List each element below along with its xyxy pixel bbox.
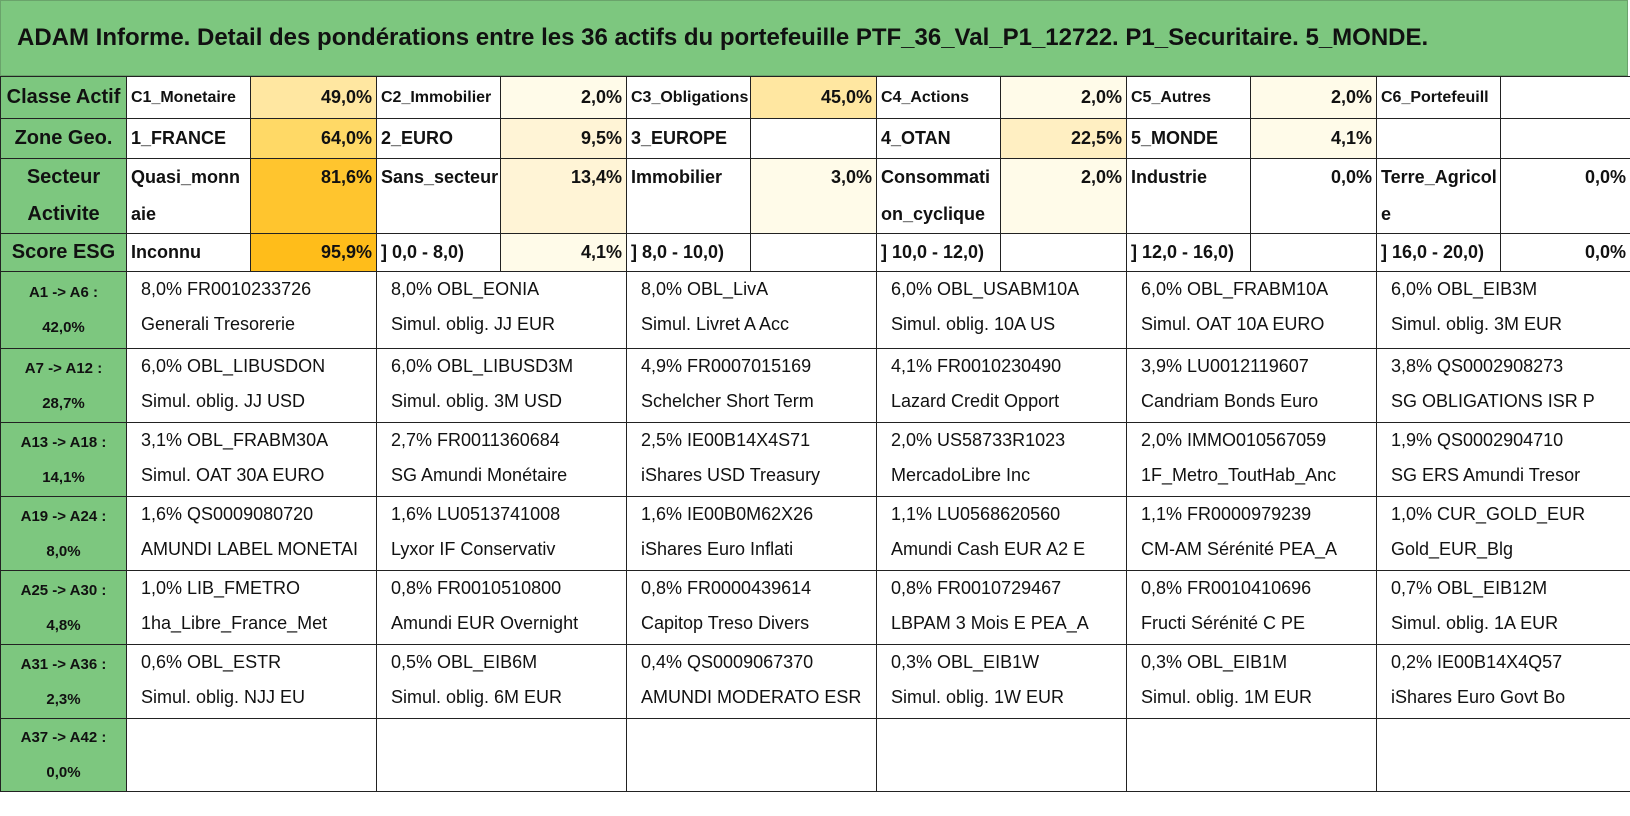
asset-row-header xyxy=(1,349,127,423)
asset-cell xyxy=(377,719,627,792)
secteur-row xyxy=(1,159,1630,234)
asset-label: 1F_Metro_ToutHab_Anc xyxy=(1141,465,1337,485)
row-label-classe-actif: Classe Actif xyxy=(1,77,127,119)
asset-weight-code: 6,0% OBL_EIB3M xyxy=(1391,279,1538,299)
asset-cell xyxy=(1377,272,1630,349)
asset-weight-code: 1,0% CUR_GOLD_EUR xyxy=(1391,504,1586,524)
asset-weight-code: 0,8% FR0000439614 xyxy=(641,578,812,598)
asset-weight-code: 2,0% IMMO010567059 xyxy=(1141,430,1327,450)
asset-label: MercadoLibre Inc xyxy=(891,465,1031,485)
class-name: C1_Monetaire xyxy=(127,77,251,119)
asset-label: iShares Euro Govt Bo xyxy=(1391,687,1566,707)
zone-name xyxy=(1377,119,1501,159)
zone-pct: 22,5% xyxy=(1001,119,1127,159)
asset-row xyxy=(1,272,1630,349)
esg-pct xyxy=(751,234,877,272)
class-pct: 2,0% xyxy=(1001,77,1127,119)
class-name: C5_Autres xyxy=(1127,77,1251,119)
sector-name-line2: aie xyxy=(131,204,157,224)
asset-cell xyxy=(127,719,377,792)
asset-range-total: 42,0% xyxy=(42,319,85,336)
asset-weight-code: 8,0% OBL_LivA xyxy=(641,279,769,299)
asset-cell xyxy=(627,645,877,719)
asset-weight-code: 1,9% QS0002904710 xyxy=(1391,430,1564,450)
asset-weight-code: 2,7% FR0011360684 xyxy=(391,430,560,450)
sector-name-line2: e xyxy=(1381,204,1392,224)
asset-weight-code: 6,0% OBL_LIBUSD3M xyxy=(391,356,574,376)
asset-cell xyxy=(377,272,627,349)
zone-pct xyxy=(751,119,877,159)
asset-label: Simul. oblig. JJ EUR xyxy=(391,314,556,334)
asset-weight-code: 0,5% OBL_EIB6M xyxy=(391,652,538,672)
asset-label: Simul. oblig. 1A EUR xyxy=(1391,613,1559,633)
zone-name: 2_EURO xyxy=(377,119,501,159)
asset-label: Simul. Livret A Acc xyxy=(641,314,790,334)
asset-label: Candriam Bonds Euro xyxy=(1141,391,1319,411)
asset-cell xyxy=(1377,571,1630,645)
asset-row-header xyxy=(1,571,127,645)
sector-name xyxy=(627,159,751,234)
zone-pct xyxy=(1501,119,1630,159)
asset-weight-code: 0,3% OBL_EIB1M xyxy=(1141,652,1288,672)
sector-name xyxy=(877,159,1001,234)
asset-cell xyxy=(377,349,627,423)
asset-row-header xyxy=(1,645,127,719)
asset-range-total: 14,1% xyxy=(42,468,85,486)
asset-label: iShares USD Treasury xyxy=(641,465,821,485)
asset-range: A37 -> A42 : xyxy=(20,729,107,746)
asset-cell xyxy=(127,349,377,423)
asset-weight-code: 0,8% FR0010410696 xyxy=(1141,578,1312,598)
sector-name-line1: Consommati xyxy=(881,167,991,187)
asset-weight-code: 0,8% FR0010510800 xyxy=(391,578,562,598)
asset-label: Simul. oblig. 6M EUR xyxy=(391,687,563,707)
class-pct: 2,0% xyxy=(1251,77,1377,119)
asset-cell xyxy=(627,719,877,792)
asset-cell xyxy=(877,272,1127,349)
asset-label: Simul. oblig. JJ USD xyxy=(141,391,306,411)
asset-cell xyxy=(877,719,1127,792)
sector-name xyxy=(1377,159,1501,234)
asset-weight-code: 0,4% QS0009067370 xyxy=(641,652,814,672)
zone-pct: 9,5% xyxy=(501,119,627,159)
sector-name-line2: on_cyclique xyxy=(881,204,986,224)
asset-row xyxy=(1,349,1630,423)
asset-label: Generali Tresorerie xyxy=(141,314,296,334)
asset-label: Simul. oblig. 3M USD xyxy=(391,391,563,411)
zone-name: 4_OTAN xyxy=(877,119,1001,159)
asset-cell xyxy=(1377,423,1630,497)
asset-cell xyxy=(1127,645,1377,719)
asset-cell xyxy=(1377,349,1630,423)
sector-name-line1: Quasi_monn xyxy=(131,167,241,187)
asset-cell xyxy=(877,349,1127,423)
asset-range-total: 2,3% xyxy=(46,690,81,708)
zone-geo-row xyxy=(1,119,1630,159)
asset-row xyxy=(1,497,1630,571)
asset-weight-code: 0,3% OBL_EIB1W xyxy=(891,652,1040,672)
asset-range: A13 -> A18 : xyxy=(20,433,107,451)
sector-pct: 13,4% xyxy=(501,159,627,234)
asset-label: Simul. oblig. 1M EUR xyxy=(1141,687,1313,707)
asset-weight-code: 6,0% OBL_FRABM10A xyxy=(1141,279,1329,299)
asset-label: SG ERS Amundi Tresor xyxy=(1391,465,1581,485)
esg-bucket: ] 16,0 - 20,0) xyxy=(1377,234,1501,272)
asset-row xyxy=(1,645,1630,719)
asset-weight-code: 2,0% US58733R1023 xyxy=(891,430,1066,450)
class-name: C2_Immobilier xyxy=(377,77,501,119)
asset-cell xyxy=(1377,497,1630,571)
asset-cell xyxy=(1127,571,1377,645)
asset-weight-code: 4,1% FR0010230490 xyxy=(891,356,1062,376)
row-label-score-esg: Score ESG xyxy=(1,234,127,272)
row-label-secteur xyxy=(1,159,127,234)
asset-weight-code: 8,0% FR0010233726 xyxy=(141,279,312,299)
row-label-secteur-line1: Secteur xyxy=(26,166,101,188)
asset-weight-code: 1,1% LU0568620560 xyxy=(891,504,1061,524)
sector-name-line1: Industrie xyxy=(1131,167,1208,187)
asset-label: iShares Euro Inflati xyxy=(641,539,794,559)
asset-label: Lazard Credit Opport xyxy=(891,391,1060,411)
asset-cell xyxy=(877,497,1127,571)
sector-name-line1: Sans_secteur xyxy=(381,167,499,187)
asset-range-total: 28,7% xyxy=(42,394,85,412)
asset-label: Capitop Treso Divers xyxy=(641,613,810,633)
sector-name-line1: Terre_Agricol xyxy=(1381,167,1497,187)
asset-range-total: 0,0% xyxy=(46,764,81,781)
row-label-secteur-line2: Activite xyxy=(27,203,100,225)
asset-label: Amundi Cash EUR A2 E xyxy=(891,539,1086,559)
sector-name-line1: Immobilier xyxy=(631,167,723,187)
asset-cell xyxy=(627,497,877,571)
asset-range-total: 8,0% xyxy=(46,542,81,560)
asset-range: A31 -> A36 : xyxy=(20,655,107,673)
asset-label: AMUNDI MODERATO ESR xyxy=(641,687,862,707)
class-pct xyxy=(1501,77,1630,119)
asset-label: 1ha_Libre_France_Met xyxy=(141,613,328,633)
asset-weight-code: 0,2% IE00B14X4Q57 xyxy=(1391,652,1563,672)
asset-cell xyxy=(1127,719,1377,792)
class-name: C4_Actions xyxy=(877,77,1001,119)
asset-cell xyxy=(1377,719,1630,792)
asset-weight-code: 3,9% LU0012119607 xyxy=(1141,356,1309,376)
zone-name: 1_FRANCE xyxy=(127,119,251,159)
asset-cell xyxy=(1127,423,1377,497)
asset-cell xyxy=(127,645,377,719)
asset-cell xyxy=(1127,349,1377,423)
sector-pct: 81,6% xyxy=(251,159,377,234)
asset-label: Simul. oblig. 3M EUR xyxy=(1391,314,1563,334)
asset-range-total: 4,8% xyxy=(46,616,81,634)
asset-cell xyxy=(1127,272,1377,349)
asset-weight-code: 0,6% OBL_ESTR xyxy=(141,652,282,672)
asset-weight-code: 3,8% QS0002908273 xyxy=(1391,356,1564,376)
sector-name xyxy=(377,159,501,234)
asset-cell xyxy=(377,645,627,719)
asset-label: Simul. oblig. 10A US xyxy=(891,314,1056,334)
asset-row xyxy=(1,423,1630,497)
asset-range: A1 -> A6 : xyxy=(28,284,99,301)
asset-label: Simul. OAT 10A EURO xyxy=(1141,314,1325,334)
sector-name xyxy=(127,159,251,234)
asset-weight-code: 1,1% FR0000979239 xyxy=(1141,504,1312,524)
asset-weight-code: 6,0% OBL_LIBUSDON xyxy=(141,356,326,376)
asset-label: Schelcher Short Term xyxy=(641,391,814,411)
class-name: C3_Obligations xyxy=(627,77,751,119)
asset-cell xyxy=(127,497,377,571)
asset-label: Simul. OAT 30A EURO xyxy=(141,465,325,485)
asset-label: Gold_EUR_Blg xyxy=(1391,539,1514,559)
asset-row xyxy=(1,571,1630,645)
esg-bucket: ] 0,0 - 8,0) xyxy=(377,234,501,272)
sector-pct: 0,0% xyxy=(1251,159,1377,234)
asset-cell xyxy=(377,497,627,571)
asset-cell xyxy=(127,423,377,497)
asset-weight-code: 6,0% OBL_USABM10A xyxy=(891,279,1080,299)
asset-weight-code: 8,0% OBL_EONIA xyxy=(391,279,540,299)
asset-label: Amundi EUR Overnight xyxy=(391,613,579,633)
asset-cell xyxy=(877,645,1127,719)
asset-label: Simul. oblig. NJJ EU xyxy=(141,687,306,707)
asset-cell xyxy=(127,272,377,349)
sector-pct: 2,0% xyxy=(1001,159,1127,234)
asset-cell xyxy=(1127,497,1377,571)
sector-pct: 0,0% xyxy=(1501,159,1630,234)
asset-weight-code: 1,0% LIB_FMETRO xyxy=(141,578,301,598)
asset-weight-code: 1,6% QS0009080720 xyxy=(141,504,314,524)
asset-row-header xyxy=(1,719,127,792)
sector-pct: 3,0% xyxy=(751,159,877,234)
asset-cell xyxy=(627,423,877,497)
row-label-zone-geo: Zone Geo. xyxy=(1,119,127,159)
asset-cell xyxy=(877,423,1127,497)
class-pct: 45,0% xyxy=(751,77,877,119)
asset-row-header xyxy=(1,423,127,497)
esg-bucket: ] 8,0 - 10,0) xyxy=(627,234,751,272)
esg-pct: 95,9% xyxy=(251,234,377,272)
class-pct: 2,0% xyxy=(501,77,627,119)
asset-cell xyxy=(377,423,627,497)
asset-range: A25 -> A30 : xyxy=(20,581,107,599)
asset-label: SG Amundi Monétaire xyxy=(391,465,568,485)
asset-row-header xyxy=(1,272,127,349)
asset-label: AMUNDI LABEL MONETAI xyxy=(141,539,359,559)
asset-label: CM-AM Sérénité PEA_A xyxy=(1141,539,1338,559)
asset-label: Fructi Sérénité C PE xyxy=(1141,613,1306,633)
asset-cell xyxy=(1377,645,1630,719)
asset-weight-code: 4,9% FR0007015169 xyxy=(641,356,812,376)
esg-pct: 0,0% xyxy=(1501,234,1630,272)
asset-weight-code: 3,1% OBL_FRABM30A xyxy=(141,430,329,450)
class-name: C6_Portefeuill xyxy=(1377,77,1501,119)
zone-pct: 4,1% xyxy=(1251,119,1377,159)
report-title: ADAM Informe. Detail des pondérations entre les 36 actifs du portefeuille PTF_36_Val_P1_12722. P1_Securitaire. 5_MONDE. xyxy=(0,0,1628,76)
asset-label: Simul. oblig. 1W EUR xyxy=(891,687,1065,707)
esg-pct: 4,1% xyxy=(501,234,627,272)
asset-weight-code: 2,5% IE00B14X4S71 xyxy=(641,430,811,450)
asset-cell xyxy=(627,349,877,423)
asset-label: SG OBLIGATIONS ISR P xyxy=(1391,391,1595,411)
esg-bucket: ] 12,0 - 16,0) xyxy=(1127,234,1251,272)
esg-pct xyxy=(1251,234,1377,272)
sector-name xyxy=(1127,159,1251,234)
asset-row xyxy=(1,719,1630,792)
asset-cell xyxy=(627,272,877,349)
asset-label: LBPAM 3 Mois E PEA_A xyxy=(891,613,1089,633)
zone-name: 3_EUROPE xyxy=(627,119,751,159)
portfolio-table xyxy=(0,76,1630,792)
zone-pct: 64,0% xyxy=(251,119,377,159)
esg-bucket: ] 10,0 - 12,0) xyxy=(877,234,1001,272)
esg-bucket: Inconnu xyxy=(127,234,251,272)
classe-actif-row xyxy=(1,77,1630,119)
asset-range: A7 -> A12 : xyxy=(24,359,103,377)
esg-pct xyxy=(1001,234,1127,272)
class-pct: 49,0% xyxy=(251,77,377,119)
asset-range: A19 -> A24 : xyxy=(20,507,107,525)
score-esg-row xyxy=(1,234,1630,272)
zone-name: 5_MONDE xyxy=(1127,119,1251,159)
asset-cell xyxy=(627,571,877,645)
asset-cell xyxy=(377,571,627,645)
asset-weight-code: 0,8% FR0010729467 xyxy=(891,578,1062,598)
asset-cell xyxy=(877,571,1127,645)
asset-cell xyxy=(127,571,377,645)
asset-weight-code: 1,6% IE00B0M62X26 xyxy=(641,504,814,524)
asset-weight-code: 1,6% LU0513741008 xyxy=(391,504,561,524)
asset-weight-code: 0,7% OBL_EIB12M xyxy=(1391,578,1548,598)
asset-row-header xyxy=(1,497,127,571)
asset-label: Lyxor IF Conservativ xyxy=(391,539,556,559)
